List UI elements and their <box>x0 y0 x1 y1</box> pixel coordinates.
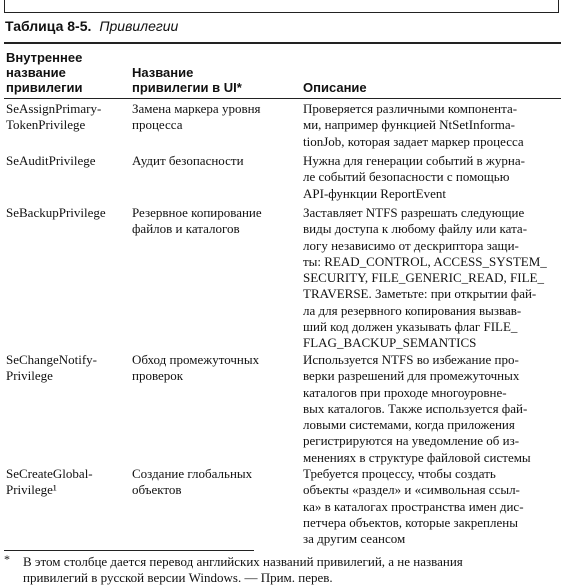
footnote-mark: * <box>4 552 10 566</box>
privilege-internal-name: SeBackupPrivilege <box>6 205 106 220</box>
privilege-ui-name: Замена маркера уровня процесса <box>132 101 261 133</box>
privilege-internal-name: SeAuditPrivilege <box>6 153 96 168</box>
privilege-internal-name: SeChangeNotify- Privilege <box>6 352 97 384</box>
footnote-line: привилегий в русской версии Windows. — Прим. перев. <box>23 570 333 585</box>
privilege-ui-name: Резервное копирование файлов и каталогов <box>132 205 262 237</box>
privilege-description: Требуется процессу, чтобы создать объекты «раздел» и «символьная ссыл- ка» в каталогах пространства имен дис- петчера объектов, которые закреплены за другим сеансом <box>303 466 524 547</box>
table-number: Таблица 8-5. <box>5 18 92 34</box>
column-header-description: Описание <box>303 80 367 95</box>
privilege-description: Нужна для генерации событий в журна- ле событий безопасности с помощью API-функции ReportEvent <box>303 153 525 201</box>
privilege-description: Используется NTFS во избежание про- верки разрешений для промежуточных каталогов при проходе многоуровне- вых каталогов. Также используется фай- ловыми системами, когда приложения регистрируются на уведомление об из- менениях в структуре файловой системы <box>303 352 531 465</box>
privilege-ui-name: Создание глобальных объектов <box>132 466 253 498</box>
table-title: Привилегии <box>99 18 179 34</box>
column-header-ui-name: Название привилегии в UI* <box>132 65 242 95</box>
privilege-internal-name: SeCreateGlobal- Privilege¹ <box>6 466 93 498</box>
privilege-ui-name: Обход промежуточных проверок <box>132 352 260 384</box>
privilege-internal-name: SeAssignPrimary- TokenPrivilege <box>6 101 102 133</box>
privilege-ui-name: Аудит безопасности <box>132 153 244 168</box>
table-caption <box>5 17 178 35</box>
previous-box-frame <box>4 0 559 13</box>
footnote-line: В этом столбце дается перевод английских названий привилегий, а не названия <box>23 554 463 569</box>
privilege-description: Заставляет NTFS разрешать следующие виды доступа к любому файлу или ката- логу независимо от дескриптора защи- ты: READ_CONTROL, ACCESS_SYSTEM_ SECURITY, FILE_GENERIC_READ, FILE_ TRAVERSE. Заметьте: при открытии фай- ла для резервного копирования вызвав- ший код должен указывать флаг FILE_ FLAG_BACKUP_SEMANTICS <box>303 205 547 351</box>
table-top-rule <box>4 42 561 44</box>
column-header-internal-name: Внутреннее название привилегии <box>6 50 83 95</box>
footnote <box>4 552 463 586</box>
header-bottom-rule <box>4 98 561 99</box>
footnote-rule <box>4 550 254 551</box>
privilege-description: Проверяется различными компонента- ми, например функцией NtSetInforma- tionJob, которая задает маркер процесса <box>303 101 524 149</box>
